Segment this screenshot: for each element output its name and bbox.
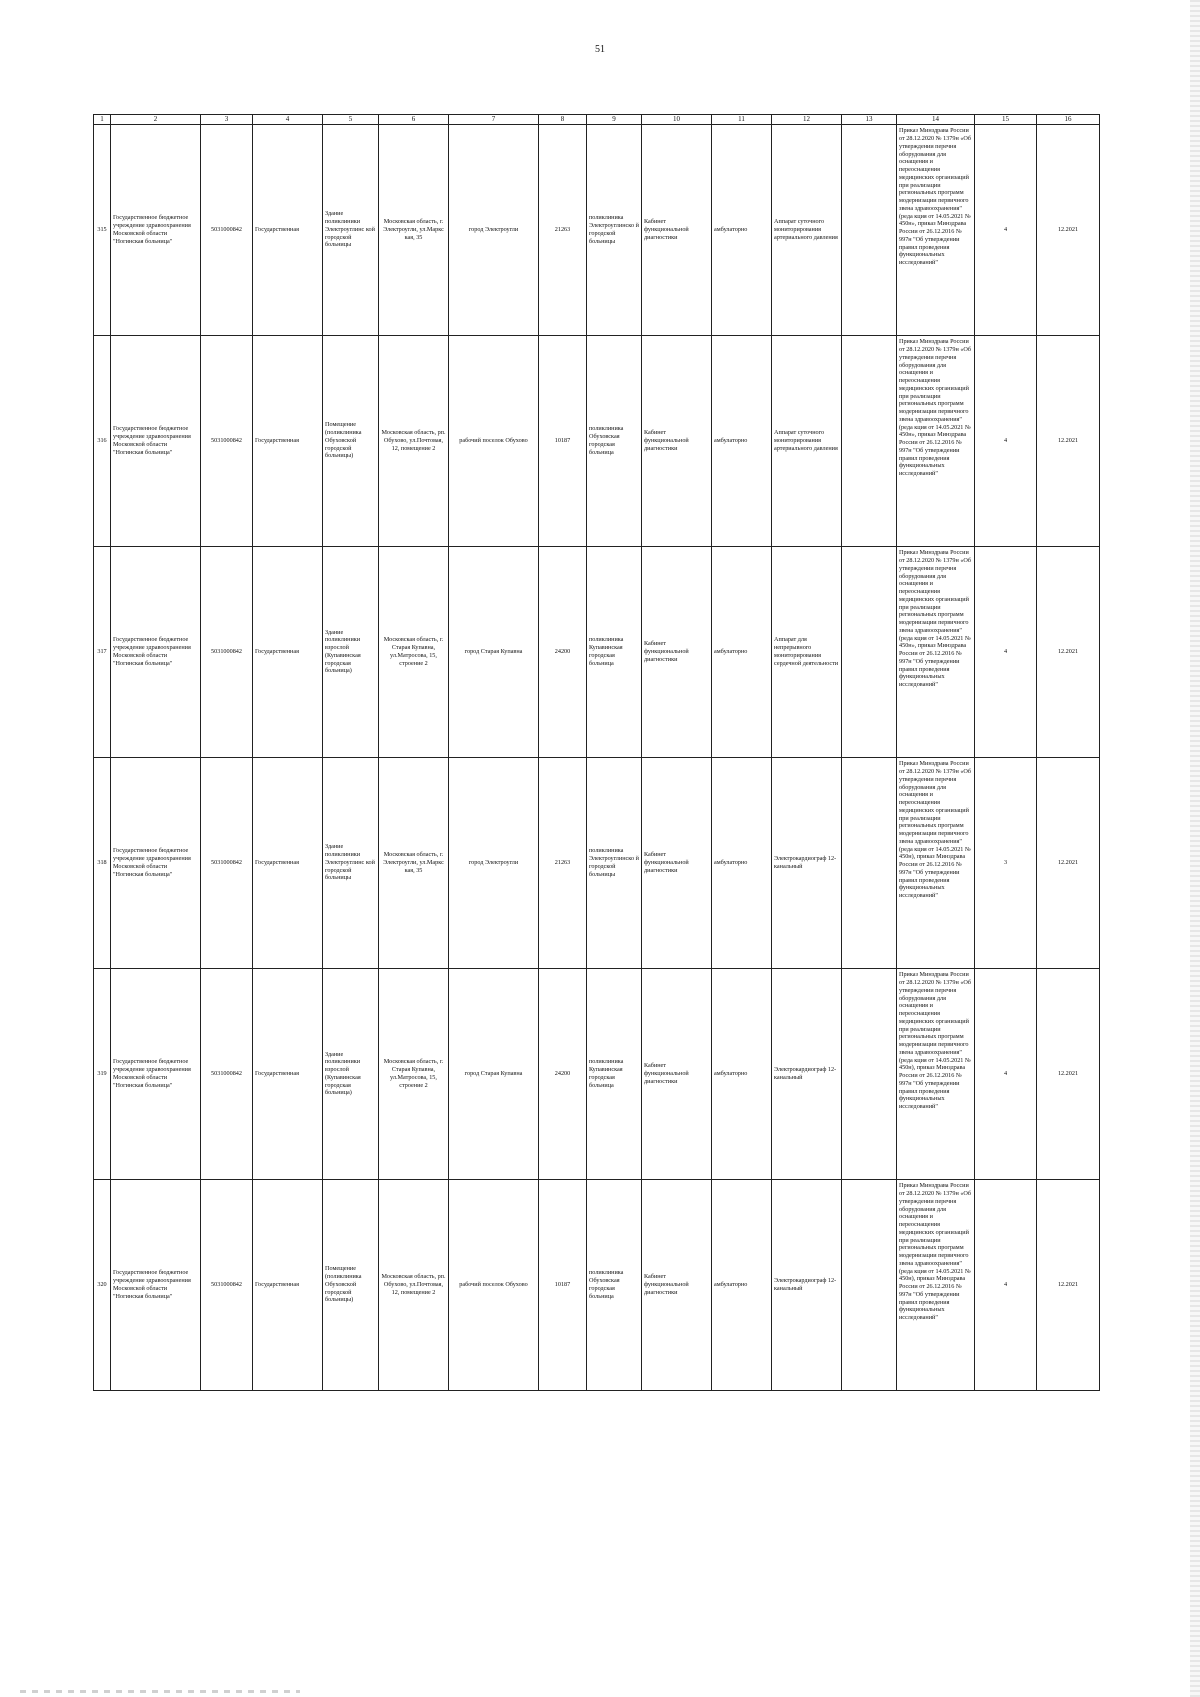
row-number: 315 (94, 124, 111, 335)
organization-name: Государственное бюджетное учреждение здравоохранения Московской области "Ногинская больница" (111, 968, 201, 1179)
settlement-cell: город Старая Купавна (449, 546, 539, 757)
cabinet-cell: Кабинет функциональной диагностики (642, 124, 712, 335)
organization-name: Государственное бюджетное учреждение здравоохранения Московской области "Ногинская больница" (111, 124, 201, 335)
row-number: 319 (94, 968, 111, 1179)
table-row (94, 968, 1100, 1179)
legal-basis-cell (897, 335, 975, 546)
unit-cell: поликлиника Купавинская городская больница (587, 546, 642, 757)
legal-basis-cell (897, 546, 975, 757)
column-number: 1 (94, 115, 111, 125)
address-cell: Московская область, рп. Обухово, ул.Почтовая, 12, помещение 2 (379, 1179, 449, 1390)
inn-cell: 5031000842 (201, 124, 253, 335)
unit-cell: поликлиника Купавинская городская больница (587, 968, 642, 1179)
care-type-cell: амбулаторно (712, 335, 772, 546)
quantity-cell: 4 (975, 1179, 1037, 1390)
equipment-cell: Аппарат для непрерывного мониторирования сердечной деятельности (772, 546, 842, 757)
date-cell: 12.2021 (1037, 968, 1100, 1179)
date-cell: 12.2021 (1037, 757, 1100, 968)
settlement-cell: рабочий поселок Обухово (449, 335, 539, 546)
unit-cell: поликлиника Электроуглинско й городской больницы (587, 757, 642, 968)
column-number: 11 (712, 115, 772, 125)
inn-cell: 5031000842 (201, 757, 253, 968)
cabinet-cell: Кабинет функциональной диагностики (642, 757, 712, 968)
page-number: 51 (595, 44, 605, 55)
column-number: 2 (111, 115, 201, 125)
column-number: 9 (587, 115, 642, 125)
equipment-register-table (93, 114, 1100, 1391)
ownership-cell: Государственная (253, 757, 323, 968)
ownership-cell: Государственная (253, 335, 323, 546)
address-cell: Московская область, г. Старая Купавна, ул.Матросова, 15, строение 2 (379, 546, 449, 757)
column-number: 15 (975, 115, 1037, 125)
legal-basis-text: Приказ Минздрава России от 28.12.2020 № 1379н «Об утверждении перечня оборудования для оснащения и переоснащения медицинских организаций при реализации региональных программ модернизации первичного звена здравоохранения"(реда кция от 14.05.2021 № 450н», приказ Минздрава России от 26.12.2016 № 997н "Об утверждении правил проведения функциональных исследований" (899, 549, 972, 688)
organization-name: Государственное бюджетное учреждение здравоохранения Московской области "Ногинская больница" (111, 335, 201, 546)
unit-cell: поликлиника Обуховская городская больница (587, 1179, 642, 1390)
settlement-code-cell: 10187 (539, 1179, 587, 1390)
table-row (94, 757, 1100, 968)
table-row (94, 124, 1100, 335)
inn-cell: 5031000842 (201, 335, 253, 546)
row-number: 317 (94, 546, 111, 757)
address-cell: Московская область, г. Старая Купавна, ул.Матросова, 15, строение 2 (379, 968, 449, 1179)
organization-name: Государственное бюджетное учреждение здравоохранения Московской области "Ногинская больница" (111, 546, 201, 757)
building-cell: Здание поликлиники взрослой (Купавинская городская больница) (323, 546, 379, 757)
building-cell: Здание поликлиники Электроуглинс кой городской больницы (323, 124, 379, 335)
date-cell: 12.2021 (1037, 124, 1100, 335)
column-number: 6 (379, 115, 449, 125)
cabinet-cell: Кабинет функциональной диагностики (642, 335, 712, 546)
legal-basis-cell (897, 968, 975, 1179)
empty-cell (842, 968, 897, 1179)
legal-basis-text: Приказ Минздрава России от 28.12.2020 № 1379н «Об утверждении перечня оборудования для оснащения и переоснащения медицинских организаций при реализации региональных программ модернизации первичного звена здравоохранения"(реда кция от 14.05.2021 № 450н), приказ Минздрава России от 26.12.2016 № 997н "Об утверждении правил проведения функциональных исследований" (899, 760, 972, 899)
building-cell: Здание поликлиники Электроуглинс кой городской больницы (323, 757, 379, 968)
care-type-cell: амбулаторно (712, 124, 772, 335)
equipment-cell: Аппарат суточного мониторирования артериального давления (772, 124, 842, 335)
column-number: 10 (642, 115, 712, 125)
settlement-code-cell: 10187 (539, 335, 587, 546)
settlement-cell: город Старая Купавна (449, 968, 539, 1179)
column-number: 13 (842, 115, 897, 125)
date-cell: 12.2021 (1037, 335, 1100, 546)
inn-cell: 5031000842 (201, 968, 253, 1179)
settlement-code-cell: 24200 (539, 968, 587, 1179)
scan-noise (20, 1690, 300, 1693)
quantity-cell: 4 (975, 124, 1037, 335)
equipment-cell: Электрокардиограф 12-канальный (772, 968, 842, 1179)
column-number: 8 (539, 115, 587, 125)
ownership-cell: Государственная (253, 546, 323, 757)
column-number: 5 (323, 115, 379, 125)
empty-cell (842, 124, 897, 335)
empty-cell (842, 546, 897, 757)
settlement-cell: рабочий поселок Обухово (449, 1179, 539, 1390)
care-type-cell: амбулаторно (712, 968, 772, 1179)
inn-cell: 5031000842 (201, 546, 253, 757)
legal-basis-cell (897, 124, 975, 335)
cabinet-cell: Кабинет функциональной диагностики (642, 1179, 712, 1390)
column-number: 14 (897, 115, 975, 125)
settlement-code-cell: 24200 (539, 546, 587, 757)
address-cell: Московская область, г. Электроугли, ул.Маркс кая, 35 (379, 124, 449, 335)
date-cell: 12.2021 (1037, 546, 1100, 757)
ownership-cell: Государственная (253, 1179, 323, 1390)
legal-basis-text: Приказ Минздрава России от 28.12.2020 № 1379н «Об утверждении перечня оборудования для оснащения и переоснащения медицинских организаций при реализации региональных программ модернизации первичного звена здравоохранения"(реда кция от 14.05.2021 № 450н), приказ Минздрава России от 26.12.2016 № 997н "Об утверждении правил проведения функциональных исследований" (899, 971, 972, 1110)
quantity-cell: 3 (975, 757, 1037, 968)
quantity-cell: 4 (975, 335, 1037, 546)
building-cell: Помещение (поликлиника Обуховской городской больницы) (323, 1179, 379, 1390)
date-cell: 12.2021 (1037, 1179, 1100, 1390)
inn-cell: 5031000842 (201, 1179, 253, 1390)
row-number: 320 (94, 1179, 111, 1390)
column-number: 3 (201, 115, 253, 125)
unit-cell: поликлиника Обуховская городская больница (587, 335, 642, 546)
equipment-cell: Аппарат суточного мониторирования артериального давления (772, 335, 842, 546)
legal-basis-text: Приказ Минздрава России от 28.12.2020 № 1379н «Об утверждении перечня оборудования для оснащения и переоснащения медицинских организаций при реализации региональных программ модернизации первичного звена здравоохранения"(реда кция от 14.05.2021 № 450н), приказ Минздрава России от 26.12.2016 № 997н "Об утверждении правил проведения функциональных исследований" (899, 1182, 972, 1321)
address-cell: Московская область, г. Электроугли, ул.Маркс кая, 35 (379, 757, 449, 968)
care-type-cell: амбулаторно (712, 757, 772, 968)
table-row (94, 1179, 1100, 1390)
building-cell: Помещение (поликлиника Обуховской городской больницы) (323, 335, 379, 546)
care-type-cell: амбулаторно (712, 546, 772, 757)
quantity-cell: 4 (975, 546, 1037, 757)
column-number: 12 (772, 115, 842, 125)
legal-basis-text: Приказ Минздрава России от 28.12.2020 № 1379н «Об утверждении перечня оборудования для оснащения и переоснащения медицинских организаций при реализации региональных программ модернизации первичного звена здравоохранения"(реда кция от 14.05.2021 № 450н», приказ Минздрава России от 26.12.2016 № 997н "Об утверждении правил проведения функциональных исследований" (899, 127, 972, 266)
column-number: 4 (253, 115, 323, 125)
settlement-cell: город Электроугли (449, 757, 539, 968)
empty-cell (842, 757, 897, 968)
table-row (94, 335, 1100, 546)
equipment-cell: Электрокардиограф 12-канальный (772, 1179, 842, 1390)
ownership-cell: Государственная (253, 968, 323, 1179)
empty-cell (842, 335, 897, 546)
address-cell: Московская область, рп. Обухово, ул.Почтовая, 12, помещение 2 (379, 335, 449, 546)
legal-basis-cell (897, 1179, 975, 1390)
row-number: 318 (94, 757, 111, 968)
row-number: 316 (94, 335, 111, 546)
quantity-cell: 4 (975, 968, 1037, 1179)
legal-basis-cell (897, 757, 975, 968)
building-cell: Здание поликлиники взрослой (Купавинская городская больница) (323, 968, 379, 1179)
settlement-code-cell: 21263 (539, 757, 587, 968)
table-row (94, 546, 1100, 757)
care-type-cell: амбулаторно (712, 1179, 772, 1390)
settlement-cell: город Электроугли (449, 124, 539, 335)
organization-name: Государственное бюджетное учреждение здравоохранения Московской области "Ногинская больница" (111, 757, 201, 968)
ownership-cell: Государственная (253, 124, 323, 335)
legal-basis-text: Приказ Минздрава России от 28.12.2020 № 1379н «Об утверждении перечня оборудования для оснащения и переоснащения медицинских организаций при реализации региональных программ модернизации первичного звена здравоохранения"(реда кция от 14.05.2021 № 450н», приказ Минздрава России от 26.12.2016 № 997н "Об утверждении правил проведения функциональных исследований" (899, 338, 972, 477)
cabinet-cell: Кабинет функциональной диагностики (642, 546, 712, 757)
column-number-row (94, 115, 1100, 125)
cabinet-cell: Кабинет функциональной диагностики (642, 968, 712, 1179)
unit-cell: поликлиника Электроуглинско й городской больницы (587, 124, 642, 335)
empty-cell (842, 1179, 897, 1390)
equipment-cell: Электрокардиограф 12-канальный (772, 757, 842, 968)
column-number: 16 (1037, 115, 1100, 125)
settlement-code-cell: 21263 (539, 124, 587, 335)
organization-name: Государственное бюджетное учреждение здравоохранения Московской области "Ногинская больница" (111, 1179, 201, 1390)
scan-edge-texture (1190, 0, 1200, 1697)
column-number: 7 (449, 115, 539, 125)
